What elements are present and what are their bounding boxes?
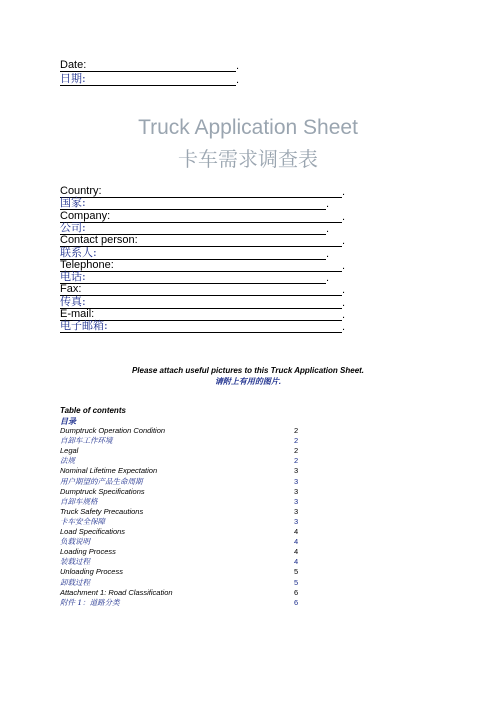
field-fill-line-zh-4[interactable] <box>60 296 342 309</box>
field-label-zh-3: 电话: <box>60 270 86 284</box>
attach-note-english: Please attach useful pictures to this Truck Application Sheet. <box>131 366 365 375</box>
field-fill-line-en-2[interactable] <box>60 234 342 247</box>
toc-item-9[interactable]: 卡车安全保障 <box>60 516 105 526</box>
field-fill-line-zh-2[interactable] <box>60 247 326 260</box>
field-fill-line-en-3[interactable] <box>60 259 342 272</box>
toc-item-11[interactable]: 负载说明 <box>60 537 90 547</box>
field-end-mark-zh-4: . <box>342 296 346 309</box>
field-end-mark-en-5: . <box>342 309 346 321</box>
field-end-mark-en-3: . <box>342 259 346 272</box>
field-end-mark-zh-5: . <box>342 321 346 334</box>
field-fill-line-zh-3[interactable] <box>60 271 326 284</box>
field-fill-line-en-4[interactable] <box>60 283 342 296</box>
toc-item-6[interactable]: Dumptruck Specifications <box>60 486 145 496</box>
title-chinese: 卡车需求调查表 <box>178 147 318 171</box>
toc-page-number-14: 5 <box>294 567 299 577</box>
toc-page-number-4: 3 <box>294 466 299 476</box>
field-label-en-5: E-mail: <box>60 308 95 320</box>
toc-item-0[interactable]: Dumptruck Operation Condition <box>60 426 166 435</box>
field-end-mark-en-2: . <box>342 235 346 248</box>
toc-page-number-12: 4 <box>294 547 299 557</box>
field-label-zh-4: 传真: <box>60 294 86 308</box>
toc-page-number-5: 3 <box>294 476 299 486</box>
field-end-mark-zh-2: . <box>326 247 330 260</box>
field-end-mark-zh-1: . <box>326 222 330 235</box>
toc-item-13[interactable]: 装载过程 <box>60 557 90 567</box>
toc-page-number-9: 3 <box>294 516 299 526</box>
toc-page-number-15: 5 <box>294 577 299 587</box>
date-label-zh: 日期: <box>60 72 86 85</box>
toc-item-15[interactable]: 卸载过程 <box>60 577 90 587</box>
field-label-zh-5: 电子邮箱: <box>60 319 108 333</box>
date-end-mark: . <box>236 60 240 72</box>
field-fill-line-zh-0[interactable] <box>60 197 326 210</box>
field-label-en-3: Telephone: <box>60 258 114 271</box>
toc-item-14[interactable]: Unloading Process <box>60 567 123 577</box>
toc-item-7[interactable]: 自卸车规格 <box>60 496 98 506</box>
field-label-en-1: Company: <box>60 209 111 222</box>
toc-page-number-11: 4 <box>294 537 299 547</box>
field-label-zh-1: 公司: <box>60 220 86 234</box>
toc-page-number-7: 3 <box>294 496 299 506</box>
toc-item-10[interactable]: Load Specifications <box>60 527 126 536</box>
toc-item-5[interactable]: 用户期望的产品生命周期 <box>60 476 143 486</box>
toc-page-number-6: 3 <box>294 486 299 496</box>
toc-item-8[interactable]: Truck Safety Precautions <box>60 506 144 516</box>
toc-page-number-13: 4 <box>294 557 299 567</box>
toc-page-number-3: 2 <box>294 456 299 466</box>
field-label-en-2: Contact person: <box>60 234 138 247</box>
field-label-en-0: Country: <box>60 185 102 197</box>
date-zh-end-mark: . <box>236 74 240 86</box>
field-fill-line-zh-5[interactable] <box>60 320 342 333</box>
date-label-en: Date: <box>60 59 87 71</box>
field-end-mark-en-4: . <box>342 284 346 297</box>
title-english: Truck Application Sheet <box>138 116 358 139</box>
toc-page-number-10: 4 <box>294 527 299 536</box>
field-end-mark-zh-3: . <box>326 272 330 285</box>
attach-note-chinese: 请附上有用的图片. <box>214 377 282 386</box>
toc-item-3[interactable]: 法规 <box>60 456 75 466</box>
field-end-mark-en-0: . <box>342 186 346 198</box>
toc-page-number-16: 6 <box>294 587 299 597</box>
toc-item-1[interactable]: 自卸车工作环境 <box>60 436 113 446</box>
field-fill-line-en-1[interactable] <box>60 210 342 223</box>
toc-heading-english: Table of contents <box>60 406 126 415</box>
field-end-mark-zh-0: . <box>326 198 330 211</box>
toc-page-number-1: 2 <box>294 436 299 446</box>
date-fill-line[interactable] <box>60 59 236 72</box>
toc-item-2[interactable]: Legal <box>60 446 79 456</box>
toc-item-12[interactable]: Loading Process <box>60 547 116 557</box>
toc-page-number-8: 3 <box>294 506 299 516</box>
field-end-mark-en-1: . <box>342 210 346 223</box>
toc-item-4[interactable]: Nominal Lifetime Expectation <box>60 466 158 476</box>
toc-item-17[interactable]: 附件 1：道路分类 <box>60 597 120 607</box>
date-zh-fill-line[interactable] <box>60 73 236 86</box>
toc-page-number-17: 6 <box>294 597 299 607</box>
toc-heading-chinese: 目录 <box>60 417 76 426</box>
toc-item-16[interactable]: Attachment 1: Road Classification <box>60 587 173 597</box>
field-fill-line-en-0[interactable] <box>60 185 342 198</box>
field-label-zh-0: 国家: <box>60 196 86 210</box>
field-label-zh-2: 联系人: <box>60 245 97 259</box>
field-label-en-4: Fax: <box>60 283 82 296</box>
field-fill-line-zh-1[interactable] <box>60 222 326 235</box>
toc-page-number-2: 2 <box>294 446 299 456</box>
toc-page-number-0: 2 <box>294 426 299 435</box>
